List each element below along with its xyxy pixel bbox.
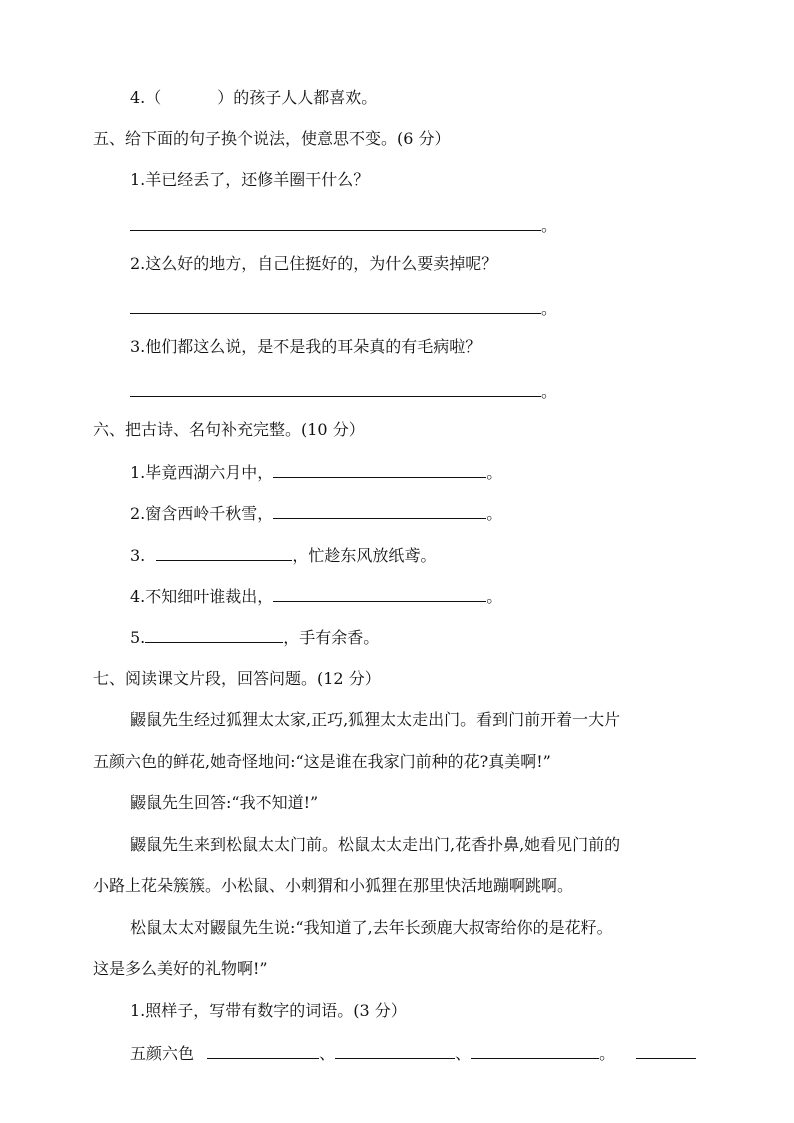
sec6-item-3: 3. ，忙趁东风放纸鸢。	[130, 543, 436, 568]
section-7-heading: 七、阅读课文片段，回答问题。(12 分）	[93, 669, 381, 688]
passage-line: 松鼠太太对鼹鼠先生说:“我知道了,去年长颈鹿大叔寄给你的是花籽。	[130, 918, 613, 937]
sec6-item-5: 5. ，手有余香。	[130, 625, 379, 650]
fill-blank[interactable]	[335, 1041, 455, 1059]
fill-blank[interactable]	[636, 1041, 696, 1059]
end-mark: 。	[541, 216, 558, 235]
answer-line-3[interactable]	[130, 396, 541, 397]
passage-line: 鼹鼠先生回答:“我不知道!”	[130, 793, 319, 812]
answer-line-2[interactable]	[130, 313, 541, 314]
passage-line: 小路上花朵簇簇。小松鼠、小刺猬和小狐狸在那里快活地蹦啊跳啊。	[93, 876, 574, 895]
sec5-item-3: 3.他们都这么说，是不是我的耳朵真的有毛病啦？	[130, 337, 482, 356]
sec6-item-2: 2.窗含西岭千秋雪， 。	[130, 501, 502, 526]
passage-line: 这是多么美好的礼物啊!”	[93, 959, 268, 978]
sec7-question-1: 1.照样子，写带有数字的词语。(3 分）	[130, 1001, 407, 1020]
fill-blank[interactable]	[145, 625, 283, 643]
example-word: 五颜六色	[130, 1044, 195, 1063]
sec5-item-2: 2.这么好的地方，自己住挺好的，为什么要卖掉呢？	[130, 254, 498, 273]
section-5-heading: 五、给下面的句子换个说法，使意思不变。(6 分）	[93, 129, 451, 148]
fill-blank[interactable]	[207, 1041, 319, 1059]
sec7-answer-row: 五颜六色 、 、 。	[130, 1041, 696, 1066]
sec6-item-4: 4.不知细叶谁裁出， 。	[130, 584, 502, 609]
passage-line: 鼹鼠先生经过狐狸太太家,正巧,狐狸太太走出门。看到门前开着一大片	[130, 710, 621, 729]
fill-blank[interactable]	[156, 543, 292, 561]
section-6-heading: 六、把古诗、名句补充完整。(10 分）	[93, 420, 365, 439]
end-mark: 。	[541, 299, 558, 318]
sec5-item-1: 1.羊已经丢了，还修羊圈干什么？	[130, 170, 370, 189]
end-mark: 。	[541, 382, 558, 401]
fill-blank[interactable]	[273, 584, 486, 602]
fill-blank[interactable]	[273, 501, 486, 519]
sec6-item-1: 1.毕竟西湖六月中， 。	[130, 460, 502, 485]
fill-blank[interactable]	[471, 1041, 599, 1059]
passage-line: 鼹鼠先生来到松鼠太太门前。松鼠太太走出门,花香扑鼻,她看见门前的	[130, 835, 621, 854]
fill-blank[interactable]	[273, 460, 486, 478]
passage-line: 五颜六色的鲜花,她奇怪地问:“这是谁在我家门前种的花?真美啊!”	[93, 752, 551, 771]
question-4: 4.（ ）的孩子人人都喜欢。	[130, 88, 378, 107]
answer-line-1[interactable]	[130, 230, 541, 231]
